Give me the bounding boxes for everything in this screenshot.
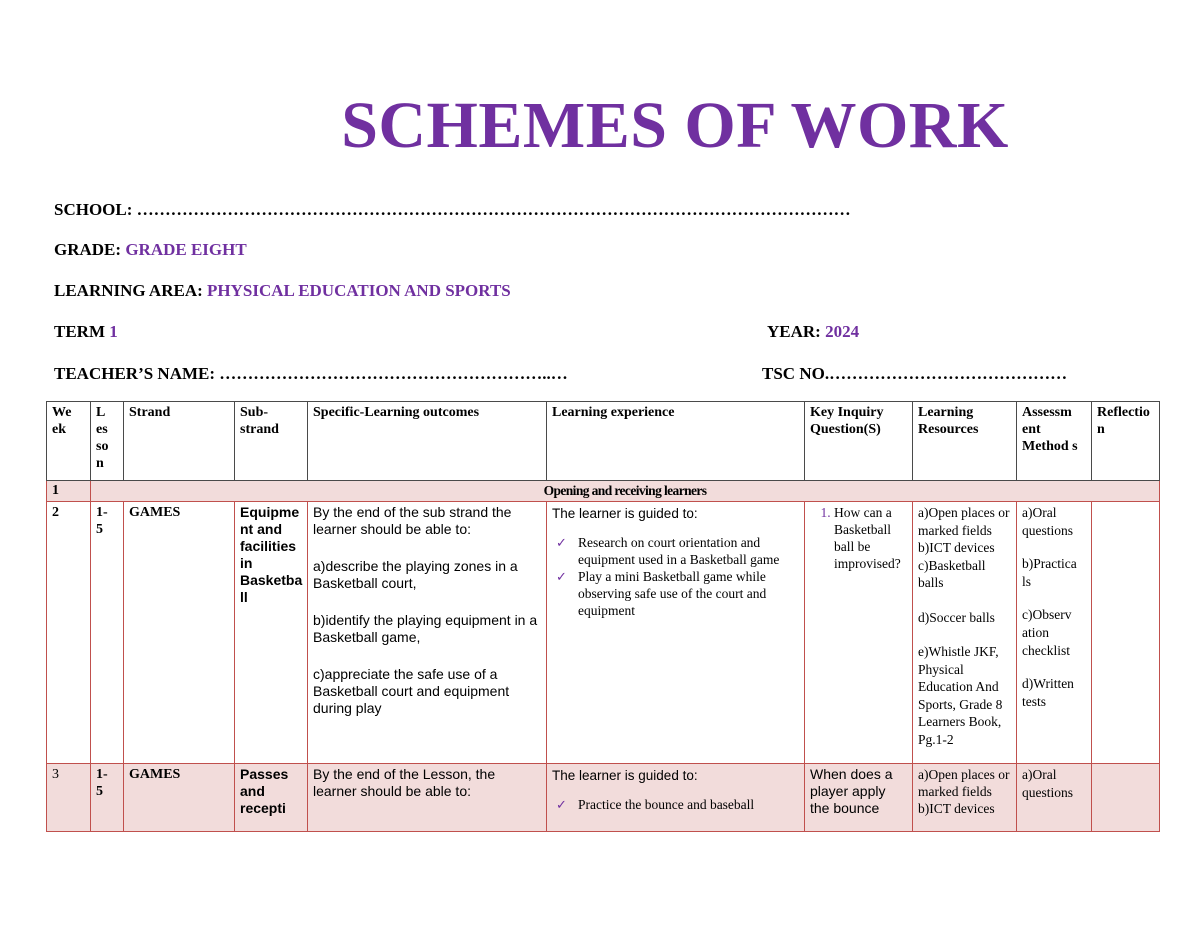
kiq-item: 1. How can a Basketball ball be improvised?	[834, 504, 907, 572]
resource-item: b)ICT devices	[918, 801, 995, 816]
outcome-a: a)describe the playing zones in a Basketball court,	[313, 558, 518, 591]
strand-cell: GAMES	[124, 502, 235, 764]
merged-activity-cell: Opening and receiving learners	[91, 481, 1160, 502]
term-label: TERM	[54, 322, 105, 341]
strand-cell: GAMES	[124, 764, 235, 832]
col-header-outcomes: Specific-Learning outcomes	[308, 402, 547, 481]
experience-list	[552, 534, 799, 619]
reflection-cell	[1092, 764, 1160, 832]
substrand-cell: Equipme nt and facilities in Basketba ll	[235, 502, 308, 764]
assessment-item: a)Oral questions	[1022, 505, 1074, 538]
term-value: 1	[109, 322, 118, 341]
kiq-cell: When does a player apply the bounce	[805, 764, 913, 832]
experience-intro: The learner is guided to:	[552, 768, 698, 783]
check-icon: ✓	[556, 569, 567, 584]
grade-line	[54, 240, 247, 260]
kiq-cell	[805, 502, 913, 764]
resources-cell	[913, 764, 1017, 832]
tsc-value: ……………………………………	[829, 364, 1068, 383]
grade-label: GRADE:	[54, 240, 122, 259]
schemes-table	[46, 401, 1160, 832]
outcome-intro: By the end of the sub strand the learner should be able to:	[313, 504, 512, 537]
check-icon: ✓	[556, 535, 567, 550]
lesson-cell: 1- 5	[91, 502, 124, 764]
reflection-cell	[1092, 502, 1160, 764]
table-header-row	[47, 402, 1160, 481]
col-header-week: We ek	[47, 402, 91, 481]
resources-cell	[913, 502, 1017, 764]
col-header-resources: Learning Resources	[913, 402, 1017, 481]
experience-cell	[547, 764, 805, 832]
resource-item: b)ICT devices	[918, 540, 995, 555]
school-label: SCHOOL:	[54, 200, 133, 219]
school-value: ………………………………………………………………………………………………………………	[136, 200, 851, 219]
kiq-list	[810, 504, 907, 572]
resource-item: c)Basketball balls	[918, 557, 986, 590]
outcomes-cell	[308, 502, 547, 764]
grade-value: GRADE EIGHT	[125, 240, 247, 259]
teacher-label: TEACHER’S NAME:	[54, 364, 216, 383]
outcome-b: b)identify the playing equipment in a Basketball game,	[313, 612, 538, 645]
experience-intro: The learner is guided to:	[552, 506, 698, 521]
assessment-cell	[1017, 502, 1092, 764]
year-line	[767, 322, 859, 342]
lesson-cell: 1- 5	[91, 764, 124, 832]
experience-item: Research on court orientation and equipment used in a Basketball game	[578, 535, 780, 567]
tsc-line	[762, 364, 1067, 384]
learning-area-value: PHYSICAL EDUCATION AND SPORTS	[207, 281, 511, 300]
year-label: YEAR:	[767, 322, 821, 341]
col-header-experience: Learning experience	[547, 402, 805, 481]
page-title: SCHEMES OF WORK	[341, 89, 1009, 162]
substrand-cell: Passes and recepti	[235, 764, 308, 832]
week-cell: 3	[47, 764, 91, 832]
col-header-kiq: Key Inquiry Question(S)	[805, 402, 913, 481]
resource-item: a)Open places or marked fields	[918, 767, 1010, 799]
col-header-substrand: Sub- strand	[235, 402, 308, 481]
list-item	[552, 568, 799, 619]
outcome-c: c)appreciate the safe use of a Basketball court and equipment during play	[313, 666, 510, 716]
list-item	[552, 534, 799, 568]
list-item	[552, 796, 799, 813]
col-header-lesson: L es so n	[91, 402, 124, 481]
school-line	[54, 200, 851, 220]
teacher-line	[54, 364, 568, 384]
week-cell: 1	[47, 481, 91, 502]
experience-item: Practice the bounce and baseball	[578, 797, 755, 812]
learning-area-label: LEARNING AREA:	[54, 281, 203, 300]
week-cell: 2	[47, 502, 91, 764]
teacher-value: …………………………………………………..…	[219, 364, 568, 383]
year-value: 2024	[825, 322, 860, 341]
resource-item: e)Whistle JKF, Physical Education And Sports, Grade 8 Learners Book, Pg.1-2	[918, 644, 1003, 747]
col-header-strand: Strand	[124, 402, 235, 481]
experience-list	[552, 796, 799, 813]
assessment-item: c)Observ ation checklist	[1022, 607, 1072, 658]
assessment-cell: a)Oral questions	[1017, 764, 1092, 832]
term-line	[54, 322, 118, 342]
col-header-reflection: Reflectio n	[1092, 402, 1160, 481]
learning-area-line	[54, 281, 511, 301]
experience-item: Play a mini Basketball game while observing safe use of the court and equipment	[578, 569, 767, 618]
table-row	[47, 502, 1160, 764]
col-header-assessment: Assessm ent Method s	[1017, 402, 1092, 481]
table-row	[47, 764, 1160, 832]
outcomes-cell: By the end of the Lesson, the learner should be able to:	[308, 764, 547, 832]
table-row	[47, 481, 1160, 502]
resource-item: d)Soccer balls	[918, 609, 995, 625]
resource-item: a)Open places or marked fields	[918, 505, 1010, 538]
assessment-item: b)Practica ls	[1022, 556, 1077, 589]
check-icon: ✓	[556, 797, 567, 812]
tsc-label: TSC NO.	[762, 364, 830, 383]
experience-cell	[547, 502, 805, 764]
assessment-item: d)Written tests	[1022, 676, 1074, 709]
